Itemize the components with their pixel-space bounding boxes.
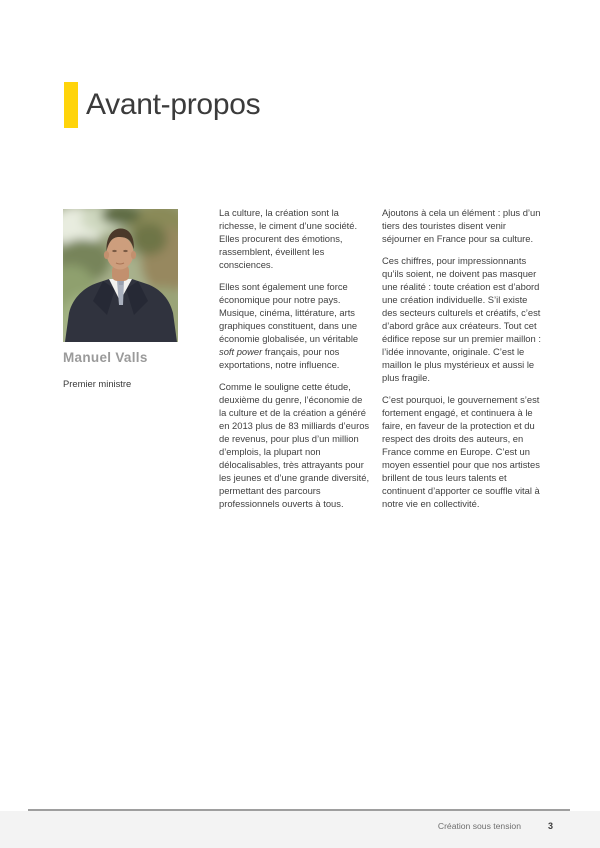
portrait-photo bbox=[63, 209, 178, 342]
text-column-1 bbox=[219, 206, 372, 519]
footer-page-number: 3 bbox=[547, 821, 553, 831]
paragraph: Comme le souligne cette étude, deuxième du genre, l’économie de la culture et de la création a généré en 2013 plus de 83 milliards d’euros de revenus, pour plus d’un million d’emplois, la plupart non délocalisables, très attrayants pour les jeunes et d’une grande diversité, permettant des parcours professionnels ouverts à tous. bbox=[219, 381, 370, 509]
author-name: Manuel Valls bbox=[63, 350, 148, 365]
footer bbox=[0, 811, 600, 848]
paragraph: La culture, la création sont la richesse, le ciment d’une société. Elles procurent des émotions, rassemblent, éveillent les consciences. bbox=[219, 207, 358, 270]
paragraph: Ajoutons à cela un élément : plus d’un tiers des touristes disent venir séjourner en France pour sa culture. bbox=[382, 207, 541, 244]
page-title: Avant-propos bbox=[86, 88, 261, 121]
text-column-2 bbox=[382, 206, 544, 519]
paragraph bbox=[219, 280, 372, 371]
paragraph-segment-italic: soft power bbox=[219, 346, 263, 357]
paragraph-segment: Elles sont également une force économique pour notre pays. Musique, cinéma, littérature, arts graphiques constituent, dans une économie globalisée, un véritable bbox=[219, 281, 359, 344]
paragraph: C’est pourquoi, le gouvernement s’est fortement engagé, et continuera à le faire, en faveur de la protection et du respect des droits des auteurs, en France comme en Europe. C’est un moyen essentiel pour que nos artistes brillent de tous leurs talents et continuent d’apporter ce souffle vital à notre vie en collectivité. bbox=[382, 394, 540, 509]
author-role: Premier ministre bbox=[63, 378, 132, 389]
paragraph: Ces chiffres, pour impressionnants qu’ils soient, ne doivent pas masquer une réalité : toute création est d’abord une création individuelle. S’il existe des secteurs culturels et créatifs, c’est d’abord grâce aux créateurs. Tout cet édifice repose sur un premier maillon : l’idée innovante, originale. C’est le maillon le plus mystérieux et aussi le plus fragile. bbox=[382, 255, 541, 383]
author-column bbox=[63, 209, 181, 389]
paragraph-segment: français, pour nos exportations, notre influence. bbox=[219, 346, 340, 370]
page-title-block bbox=[64, 82, 260, 128]
accent-bar bbox=[64, 82, 78, 128]
body-text bbox=[219, 206, 544, 519]
footer-doc-title: Création sous tension bbox=[437, 821, 521, 831]
